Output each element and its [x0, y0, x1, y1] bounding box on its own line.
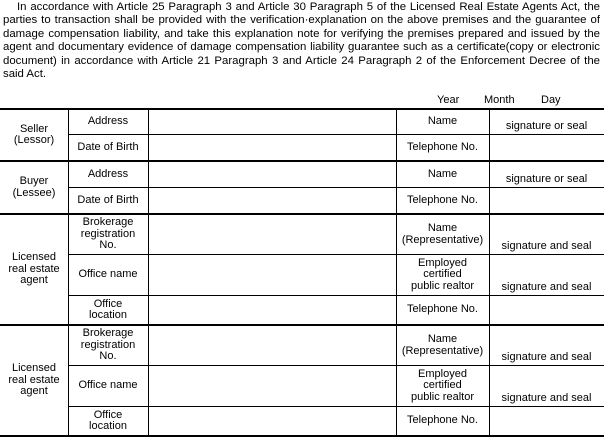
agent2-office-location-label: Office location — [89, 408, 127, 432]
buyer-signature-label: signature or seal — [505, 172, 588, 185]
agent2-office-name-label: Office name — [78, 379, 138, 392]
intro-text: In accordance with Article 25 Paragraph 3 and Article 30 Paragraph 5 of the Licensed Real Estate Agents Act, the parties to transaction shall be provided with the verification·explanation on the above premises and the guarantee of damage compensation liability, and take this explanation note for verifying the premises prepared and issued by the agent and documentary evidence of damage compensation liability guarantee such as a certificate(copy or electronic document) in accordance with Article 21 Paragraph 3 and Article 24 Paragraph 2 of the Enforcement Decree of the said Act. — [3, 1, 600, 81]
agent2-employed-realtor-label: Employed certified public realtor — [411, 367, 474, 403]
date-row — [0, 94, 604, 108]
agent2-telephone-label: Telephone No. — [407, 414, 478, 427]
agent1-signature-label: signature and seal — [501, 240, 592, 253]
buyer-label: Buyer (Lessee) — [12, 175, 56, 199]
seller-dob-label: Date of Birth — [77, 140, 139, 153]
agent1-label: Licensed real estate agent — [8, 251, 60, 287]
party-table — [0, 108, 604, 437]
agent1-realtor-signature-label: signature and seal — [501, 281, 592, 294]
agent2-label: Licensed real estate agent — [8, 362, 60, 398]
day-label: Day — [541, 94, 561, 106]
agent2-brokerage-label: Brokerage registration No. — [80, 327, 136, 363]
seller-telephone-label: Telephone No. — [407, 140, 478, 153]
column-divider — [148, 108, 149, 437]
agent2-signature-label: signature and seal — [501, 351, 592, 364]
buyer-telephone-label: Telephone No. — [407, 193, 478, 206]
buyer-name-label: Name — [427, 167, 458, 180]
seller-label: Seller (Lessor) — [13, 122, 55, 146]
seller-signature-label: signature or seal — [505, 120, 588, 133]
seller-address-label: Address — [87, 115, 129, 128]
seller-name-label: Name — [427, 115, 458, 128]
year-label: Year — [437, 94, 460, 106]
buyer-address-label: Address — [87, 167, 129, 180]
buyer-dob-label: Date of Birth — [77, 193, 139, 206]
agent1-office-name-label: Office name — [78, 268, 138, 281]
agent1-brokerage-label: Brokerage registration No. — [80, 216, 136, 252]
month-label: Month — [484, 94, 515, 106]
agent1-representative-label: Name (Representative) — [401, 222, 484, 246]
agent1-employed-realtor-label: Employed certified public realtor — [411, 256, 474, 292]
agent2-realtor-signature-label: signature and seal — [501, 392, 592, 405]
intro-paragraph — [3, 1, 600, 81]
agent1-office-location-label: Office location — [89, 297, 127, 321]
agent1-telephone-label: Telephone No. — [407, 303, 478, 316]
agent2-representative-label: Name (Representative) — [401, 333, 484, 357]
